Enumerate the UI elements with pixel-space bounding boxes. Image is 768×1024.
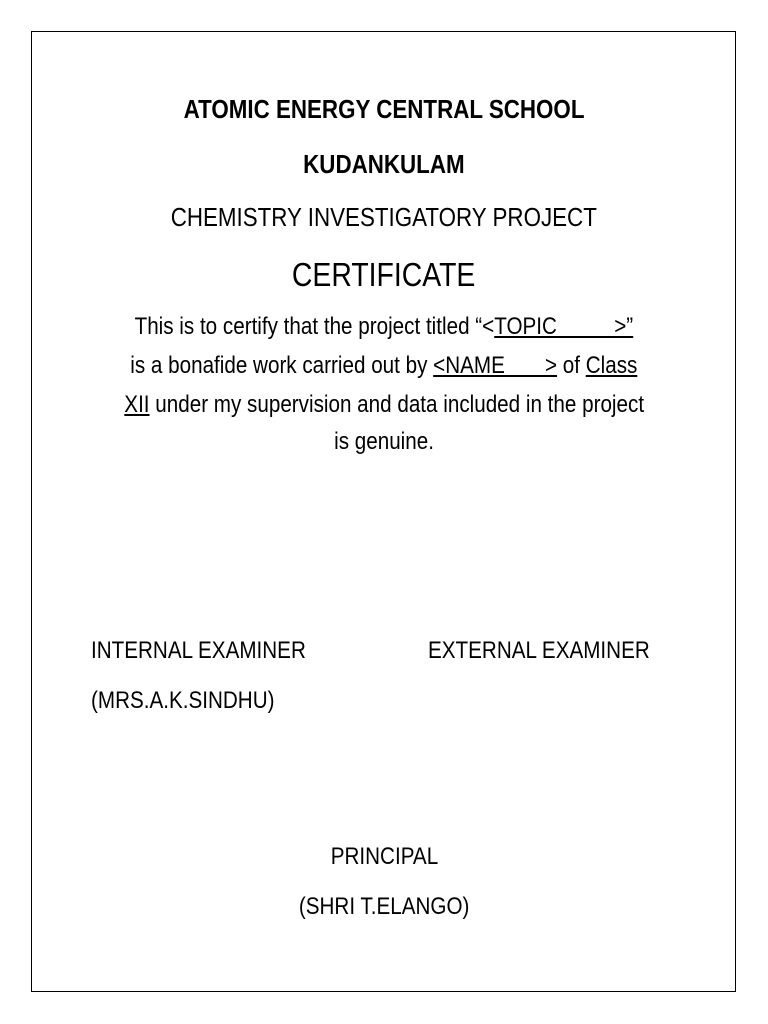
certificate-body-line-4 [0,428,768,456]
external-examiner-title [428,637,686,665]
principal-name [0,893,768,921]
body-line-2-mid: of [557,352,586,379]
school-name [0,94,768,125]
internal-examiner-title [91,637,341,665]
topic-placeholder: TOPIC >” [494,313,634,340]
school-place-text: KUDANKULAM [303,149,465,179]
certificate-title-text: CERTIFICATE [292,256,476,293]
internal-examiner-name [91,687,304,715]
project-type [0,202,768,233]
principal-title [0,843,768,871]
certificate-body-line-1 [0,313,768,341]
external-examiner-title-text: EXTERNAL EXAMINER [428,637,650,664]
principal-title-text: PRINCIPAL [330,843,438,870]
class-value: XII [124,391,150,418]
body-line-2-content [130,352,637,380]
internal-examiner-name-text: (MRS.A.K.SINDHU) [91,687,275,714]
project-type-text: CHEMISTRY INVESTIGATORY PROJECT [170,202,598,232]
internal-examiner-title-text: INTERNAL EXAMINER [91,637,306,664]
principal-name-text: (SHRI T.ELANGO) [298,893,470,920]
school-name-text: ATOMIC ENERGY CENTRAL SCHOOL [183,94,585,124]
school-place [0,149,768,180]
body-line-4-text: is genuine. [334,428,434,455]
certificate-body-line-3 [0,391,768,419]
body-line-1-prefix: This is to certify that the project titled “< [134,313,495,340]
certificate-body-line-2 [0,352,768,380]
class-word: Class [585,352,638,379]
body-line-3-content [124,391,644,419]
name-placeholder: <NAME > [433,352,558,379]
body-line-2-prefix: is a bonafide work carried out by [130,352,434,379]
body-line-3-rest: under my supervision and data included in the project [149,391,644,418]
body-line-1-content [135,313,634,341]
certificate-title [0,256,768,294]
